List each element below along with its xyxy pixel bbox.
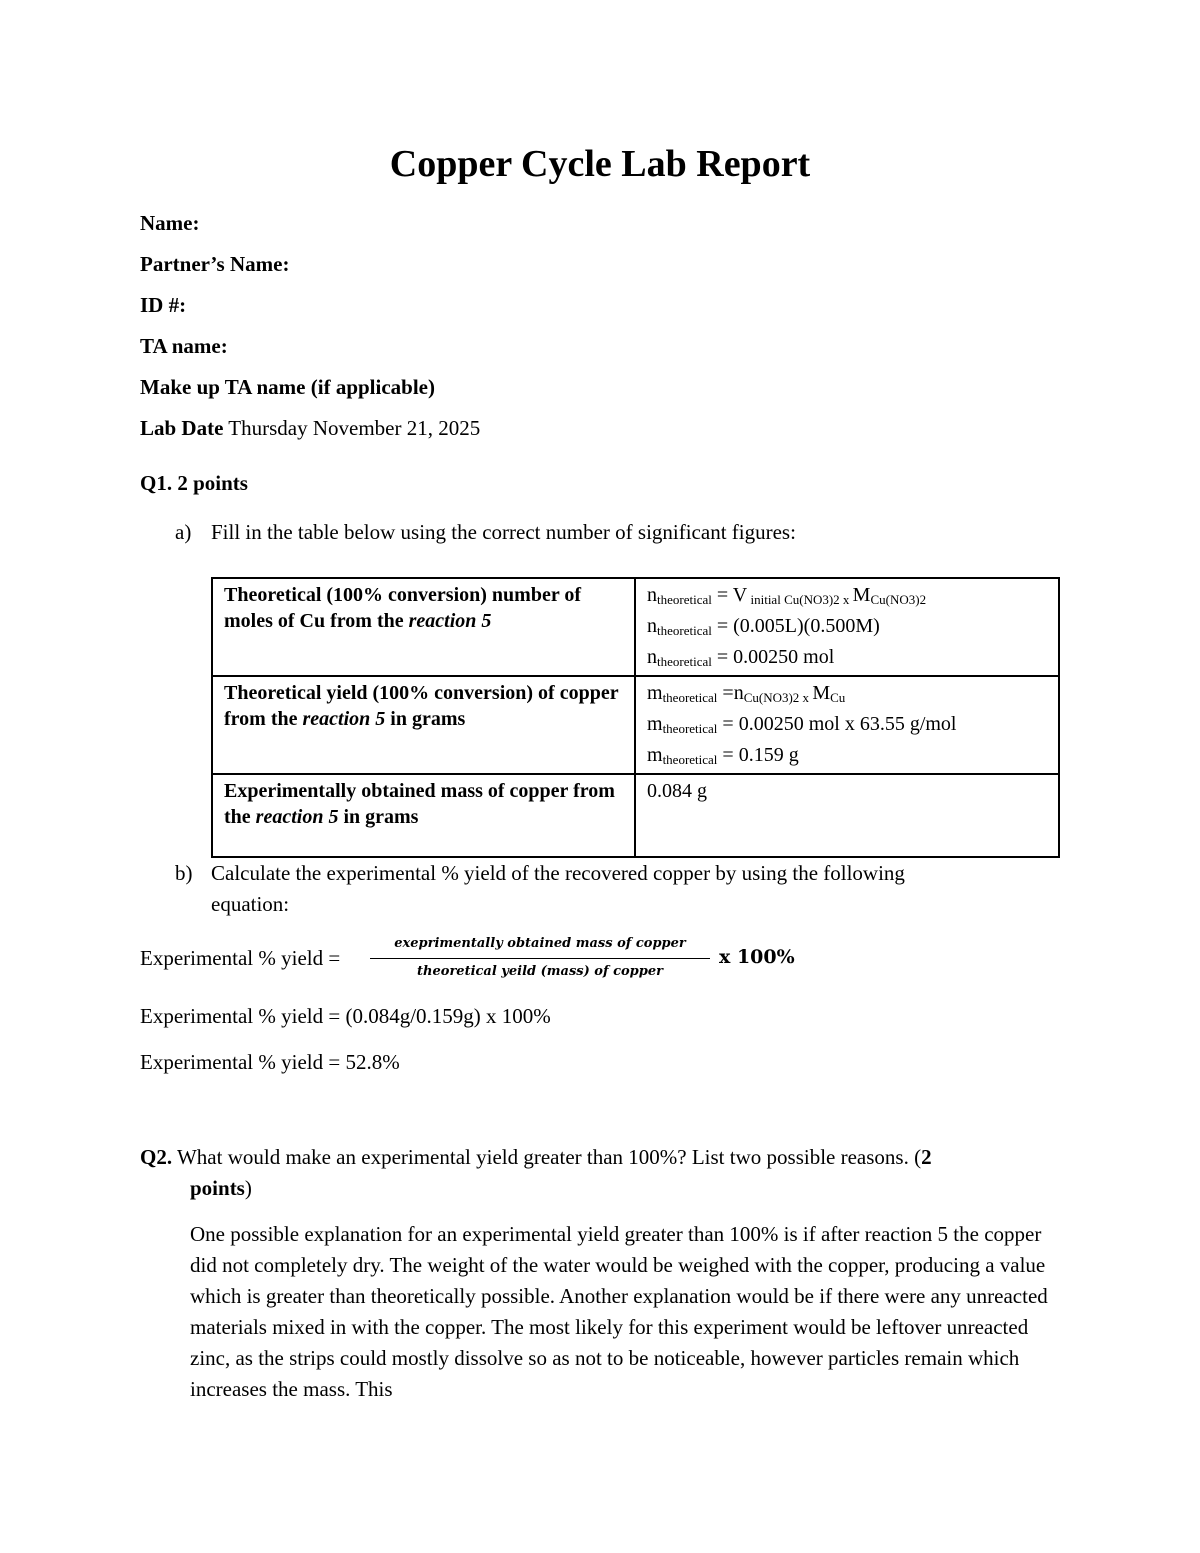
eq-text: = V — [711, 584, 748, 606]
calc-line-1: Experimental % yield = (0.084g/0.159g) x 100% — [140, 1004, 551, 1028]
q2-points-close: ) — [244, 1176, 252, 1200]
q1-part-b-text-line1: Calculate the experimental % yield of the recovered copper by using the following — [211, 861, 905, 885]
id-field-label: ID #: — [140, 293, 187, 317]
q1-part-a-marker: a) — [175, 520, 192, 544]
table-cell-value — [635, 676, 1059, 774]
lab-date-field — [140, 416, 480, 441]
eq-subscript: Cu — [830, 690, 846, 705]
q1-heading: Q1. 2 points — [140, 471, 248, 495]
cell-label-text: in grams — [385, 708, 466, 730]
formula-numerator: exeprimentally obtained mass of copper — [394, 936, 686, 951]
eq-var: m — [647, 744, 663, 766]
makeup-ta-field-label: Make up TA name (if applicable) — [140, 375, 435, 399]
equation-line — [647, 742, 1048, 773]
eq-subscript: theoretical — [657, 654, 712, 669]
eq-subscript: theoretical — [662, 752, 718, 767]
eq-text: =n — [717, 682, 744, 704]
cell-label-text: in grams — [338, 806, 419, 828]
eq-subscript: theoretical — [657, 592, 712, 607]
cell-label-text: Theoretical (100% conversion) number of moles of Cu from the — [224, 584, 582, 632]
eq-subscript: Cu(NO3)2 — [870, 592, 927, 607]
eq-var: m — [647, 682, 663, 704]
table-cell-label — [212, 676, 635, 774]
name-field-label: Name: — [140, 211, 200, 235]
q2-points-number: 2 — [921, 1145, 932, 1169]
table-row — [212, 578, 1059, 676]
eq-var: n — [647, 615, 657, 637]
q2-label: Q2. — [140, 1145, 173, 1169]
eq-text: = 0.159 g — [717, 744, 799, 766]
formula-lhs: Experimental % yield = — [140, 946, 341, 970]
cell-label-emphasis: reaction 5 — [302, 708, 386, 730]
eq-var: m — [647, 713, 663, 735]
eq-subscript: theoretical — [662, 721, 718, 736]
q2-points-line — [190, 1176, 252, 1201]
eq-var: n — [647, 584, 657, 606]
q2-answer: One possible explanation for an experimental yield greater than 100% is if after reaction 5 the copper did not completely dry. The weight of the water would be weighed with the copper, producing a value which is greater than theoretically possible. Another explanation would be if there were any unreacted materials mixed in with the copper. The most likely for this experiment would be leftover unreacted zinc, as the strips could mostly dissolve so as not to be noticeable, however particles remain which increases the mass. This — [190, 1222, 1048, 1401]
calc-line-2: Experimental % yield = 52.8% — [140, 1050, 400, 1074]
fraction-bar — [370, 958, 710, 959]
eq-text: M — [812, 682, 831, 704]
table-cell-value: 0.084 g — [635, 774, 1059, 857]
q1-part-a-text: Fill in the table below using the correct number of significant figures: — [211, 520, 796, 544]
ta-name-field-label: TA name: — [140, 334, 228, 358]
partner-name-field-label: Partner’s Name: — [140, 252, 290, 276]
equation-line — [647, 711, 1048, 742]
equation-line — [647, 644, 1048, 675]
formula-fraction — [370, 935, 710, 981]
eq-text: = 0.00250 mol x 63.55 g/mol — [717, 713, 957, 735]
q2-question-text: What would make an experimental yield greater than 100%? List two possible reasons. ( — [176, 1145, 922, 1169]
lab-date-value: Thursday November 21, 2025 — [228, 416, 481, 440]
cell-label-text: Theoretical yield (100% conversion) of copper from the — [224, 682, 619, 730]
q2-question — [140, 1145, 932, 1170]
cell-label-text: Experimentally obtained mass of copper from the — [224, 780, 615, 828]
eq-subscript: initial Cu(NO3)2 x — [747, 592, 853, 607]
table-cell-label — [212, 774, 635, 857]
formula-rhs: x 100% — [719, 946, 795, 968]
eq-subscript: theoretical — [657, 623, 712, 638]
formula-denominator: theoretical yeild (mass) of copper — [417, 964, 663, 979]
table-cell-label — [212, 578, 635, 676]
equation-line — [647, 613, 1048, 644]
cell-label-emphasis: reaction 5 — [255, 806, 339, 828]
table-row — [212, 774, 1059, 857]
lab-date-label: Lab Date — [140, 416, 224, 440]
eq-var: n — [647, 646, 657, 668]
q2-points-word: points — [190, 1176, 245, 1200]
eq-text: = (0.005L)(0.500M) — [711, 615, 880, 637]
cell-label-emphasis: reaction 5 — [408, 610, 492, 632]
equation-line — [647, 582, 1048, 613]
table-cell-value — [635, 578, 1059, 676]
q1-part-b-text-line2: equation: — [211, 892, 290, 916]
eq-text: M — [852, 584, 871, 606]
equation-line — [647, 680, 1048, 711]
eq-subscript: theoretical — [662, 690, 718, 705]
q1-part-b-marker: b) — [175, 861, 193, 885]
eq-text: = 0.00250 mol — [711, 646, 835, 668]
eq-subscript: Cu(NO3)2 x — [743, 690, 813, 705]
yield-table — [211, 577, 1060, 858]
table-row — [212, 676, 1059, 774]
page-title: Copper Cycle Lab Report — [389, 143, 811, 185]
